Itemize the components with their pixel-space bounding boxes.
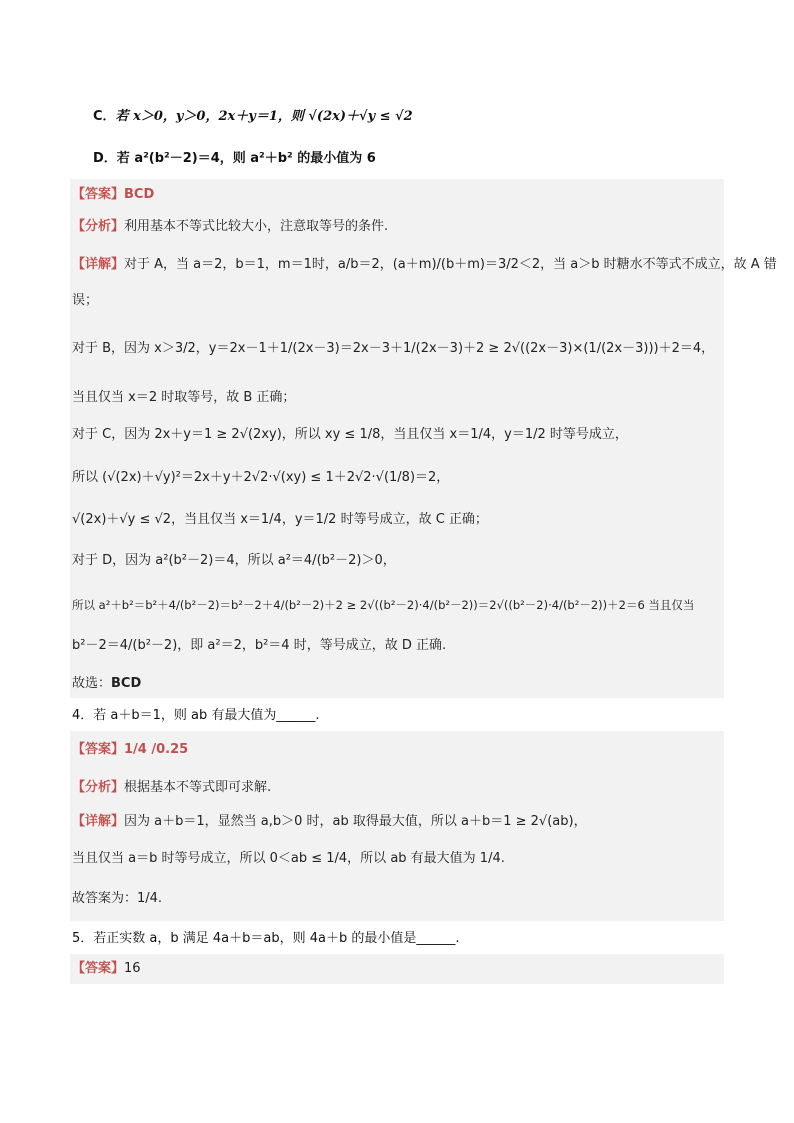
q4-answer: [72, 741, 188, 759]
option-d-text: 若 a²(b²－2)＝4，则 a²＋b² 的最小值为 6: [116, 151, 376, 166]
q3-detail-d2: 所以 a²＋b²＝b²＋4/(b²－2)＝b²－2＋4/(b²－2)＋2 ≥ 2√((b²－2)·4/(b²－2))＝2√((b²－2)·4/(b²－2))＋2＝6 当且仅当: [72, 598, 695, 612]
q3-answer: [72, 186, 154, 204]
choose-label: 故选：: [72, 676, 112, 691]
q4-analysis-text: 根据基本不等式即可求解.: [124, 780, 272, 795]
q4-analysis: [72, 779, 271, 797]
q3-detail-a1: [72, 256, 777, 274]
q4-stem: 4．若 a＋b＝1，则 ab 有最大值为______.: [72, 708, 320, 723]
q3-detail-c1: 对于 C，因为 2x＋y＝1 ≥ 2√(2xy)，所以 xy ≤ 1/8，当且仅当 x＝1/4，y＝1/2 时等号成立，: [72, 427, 628, 442]
q3-detail-c2: 所以 (√(2x)＋√y)²＝2x＋y＋2√2·√(xy) ≤ 1＋2√2·√(1/8)＝2，: [72, 470, 450, 485]
q3-detail-b2: 当且仅当 x＝2 时取等号，故 B 正确；: [72, 390, 296, 405]
option-c-text: 若 x＞0，y＞0，2x＋y＝1，则 √(2x)＋√y ≤ √2: [115, 109, 413, 124]
q3-detail-d1: 对于 D，因为 a²(b²－2)＝4，所以 a²＝4/(b²－2)＞0，: [72, 553, 396, 568]
analysis-tag: 【分析】: [72, 219, 125, 234]
q5-stem: 5．若正实数 a，b 满足 4a＋b＝ab，则 4a＋b 的最小值是______.: [72, 931, 460, 946]
option-d-label: D．: [93, 151, 117, 166]
q4-analysis-tag: 【分析】: [72, 780, 125, 795]
choose-value: BCD: [111, 676, 142, 691]
answer-value: BCD: [124, 187, 155, 202]
option-c-label: C．: [93, 109, 116, 124]
q3-analysis: [72, 218, 388, 236]
q3-detail-a2: 误；: [72, 293, 99, 308]
option-c: [93, 108, 413, 126]
option-d: [93, 150, 376, 168]
detail-tag: 【详解】: [72, 257, 125, 272]
q4-detail-3: 故答案为：1/4.: [72, 891, 163, 906]
detail-a-line1: 对于 A，当 a＝2，b＝1，m＝1时，a/b＝2，(a＋m)/(b＋m)＝3/2＜2，当 a＞b 时糖水不等式不成立，故 A 错: [124, 257, 777, 272]
q4-detail-text-1: 因为 a＋b＝1，显然当 a,b＞0 时，ab 取得最大值，所以 a＋b＝1 ≥ 2√(ab)，: [124, 814, 587, 829]
q3-choose: [72, 675, 141, 693]
q4-answer-tag: 【答案】: [72, 742, 125, 757]
q3-detail-d3: b²－2＝4/(b²－2)，即 a²＝2，b²＝4 时，等号成立，故 D 正确.: [72, 638, 447, 653]
q4-detail-tag: 【详解】: [72, 814, 125, 829]
q4-detail-2: 当且仅当 a＝b 时等号成立，所以 0＜ab ≤ 1/4，所以 ab 有最大值为 1/4.: [72, 851, 505, 866]
answer-tag: 【答案】: [72, 187, 125, 202]
q4-detail-1: [72, 813, 587, 831]
q3-detail-c3: √(2x)＋√y ≤ √2，当且仅当 x＝1/4，y＝1/2 时等号成立，故 C 正确；: [72, 512, 488, 527]
q4-answer-value: 1/4 /0.25: [124, 742, 189, 757]
q5-answer-tag: 【答案】: [72, 961, 125, 976]
q5-answer-value: 16: [124, 961, 141, 976]
q5-solution-panel: [70, 954, 724, 984]
q5-answer: [72, 960, 141, 978]
analysis-text: 利用基本不等式比较大小，注意取等号的条件.: [124, 219, 389, 234]
q3-detail-b1: 对于 B，因为 x＞3/2，y＝2x－1＋1/(2x－3)＝2x－3＋1/(2x－3)＋2 ≥ 2√((2x－3)×(1/(2x－3)))＋2＝4，: [72, 341, 715, 356]
